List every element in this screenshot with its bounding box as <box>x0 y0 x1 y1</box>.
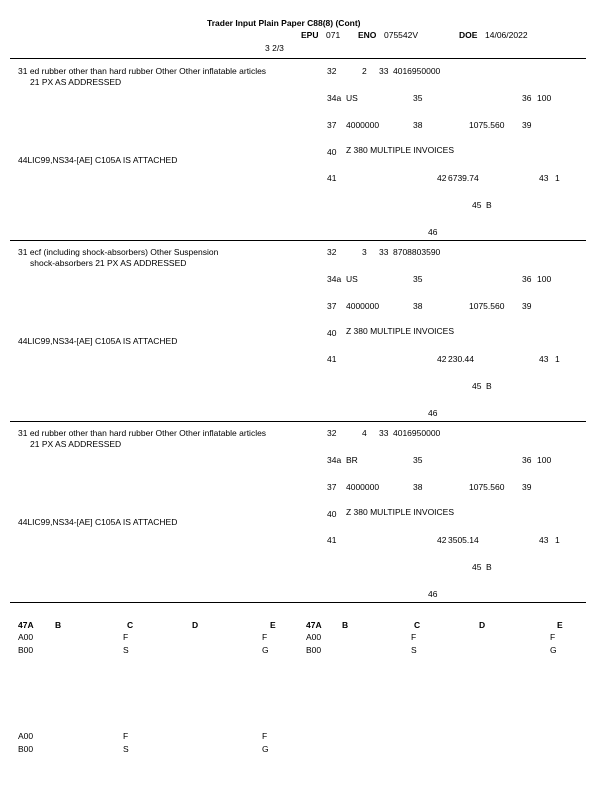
box-33-label: 33 <box>379 247 389 257</box>
box-36-label: 36 <box>522 455 532 465</box>
box-38-label: 38 <box>413 301 423 311</box>
box-38-label: 38 <box>413 482 423 492</box>
box-37-label: 37 <box>327 120 337 130</box>
tax-base-code: S <box>123 645 129 655</box>
previous-document: Z 380 MULTIPLE INVOICES <box>346 145 455 155</box>
box-40-label: 40 <box>327 509 337 519</box>
box-42-label: 42 <box>437 535 447 545</box>
valuation-method: 1 <box>555 354 560 364</box>
box-39-label: 39 <box>522 120 532 130</box>
valuation-method: 1 <box>555 173 560 183</box>
adjustment-code: B <box>486 200 492 210</box>
doe-label: DOE <box>459 30 478 40</box>
tax-base-code: S <box>123 744 129 754</box>
item-description-cont: 21 PX AS ADDRESSED <box>30 77 122 87</box>
box-45-label: 45 <box>472 200 482 210</box>
item-price: 3505.14 <box>448 535 479 545</box>
tax-mop-code: G <box>550 645 557 655</box>
tax-base-code: F <box>123 632 129 642</box>
preference-code: 100 <box>537 93 552 103</box>
tax-header-b: B <box>55 620 62 630</box>
tax-base-code: S <box>411 645 417 655</box>
box-43-label: 43 <box>539 354 549 364</box>
item-number: 2 <box>362 66 367 76</box>
eno-label: ENO <box>358 30 377 40</box>
box-46-label: 46 <box>428 227 438 237</box>
box-39-label: 39 <box>522 482 532 492</box>
item-description-cont: shock-absorbers 21 PX AS ADDRESSED <box>30 258 187 268</box>
epu-label: EPU <box>301 30 319 40</box>
origin-country: BR <box>346 455 358 465</box>
origin-country: US <box>346 93 358 103</box>
previous-document: Z 380 MULTIPLE INVOICES <box>346 326 455 336</box>
box-41-label: 41 <box>327 354 337 364</box>
box-40-label: 40 <box>327 328 337 338</box>
box-43-label: 43 <box>539 535 549 545</box>
tax-header-c: C <box>127 620 134 630</box>
box-45-label: 45 <box>472 562 482 572</box>
item-divider <box>10 421 586 422</box>
box-35-label: 35 <box>413 274 423 284</box>
item-description: 31 ed rubber other than hard rubber Other Other inflatable articles <box>18 66 267 76</box>
cpc-code: 4000000 <box>346 482 380 492</box>
tax-header-d: D <box>479 620 486 630</box>
box-46-label: 46 <box>428 589 438 599</box>
net-mass: 1075.560 <box>469 301 505 311</box>
tax-header-d: D <box>192 620 199 630</box>
box-44-additional-info: 44LIC99,NS34-[AE] C105A IS ATTACHED <box>18 155 178 165</box>
eno-value: 075542V <box>384 30 419 40</box>
tax-base-code: F <box>123 731 129 741</box>
box-37-label: 37 <box>327 482 337 492</box>
page-title: Trader Input Plain Paper C88(8) (Cont) <box>207 18 361 28</box>
box-32-label: 32 <box>327 247 337 257</box>
tax-type-code: A00 <box>306 632 322 642</box>
box-36-label: 36 <box>522 93 532 103</box>
epu-value: 071 <box>326 30 341 40</box>
tax-header-e: E <box>270 620 276 630</box>
box-32-label: 32 <box>327 66 337 76</box>
tax-mop-code: F <box>262 632 268 642</box>
item-price: 6739.74 <box>448 173 479 183</box>
preference-code: 100 <box>537 455 552 465</box>
box-35-label: 35 <box>413 455 423 465</box>
box-44-additional-info: 44LIC99,NS34-[AE] C105A IS ATTACHED <box>18 336 178 346</box>
header-divider <box>10 58 586 59</box>
box-34a-label: 34a <box>327 93 342 103</box>
commodity-code: 4016950000 <box>393 66 441 76</box>
adjustment-code: B <box>486 562 492 572</box>
box-35-label: 35 <box>413 93 423 103</box>
box-42-label: 42 <box>437 173 447 183</box>
box-38-label: 38 <box>413 120 423 130</box>
tax-header-47a: 47A <box>306 620 322 630</box>
tax-type-code: A00 <box>18 731 34 741</box>
box-33-label: 33 <box>379 66 389 76</box>
box-34a-label: 34a <box>327 455 342 465</box>
box-36-label: 36 <box>522 274 532 284</box>
item-description-cont: 21 PX AS ADDRESSED <box>30 439 122 449</box>
tax-header-c: C <box>414 620 421 630</box>
origin-country: US <box>346 274 358 284</box>
tax-type-code: B00 <box>18 645 34 655</box>
tax-mop-code: G <box>262 744 269 754</box>
commodity-code: 4016950000 <box>393 428 441 438</box>
tax-header-b: B <box>342 620 349 630</box>
preference-code: 100 <box>537 274 552 284</box>
page-number: 3 2/3 <box>265 43 284 53</box>
box-42-label: 42 <box>437 354 447 364</box>
item-description: 31 ed rubber other than hard rubber Other Other inflatable articles <box>18 428 267 438</box>
valuation-method: 1 <box>555 535 560 545</box>
commodity-code: 8708803590 <box>393 247 441 257</box>
box-32-label: 32 <box>327 428 337 438</box>
item-divider <box>10 240 586 241</box>
tax-type-code: A00 <box>18 632 34 642</box>
item-description: 31 ecf (including shock-absorbers) Other Suspension <box>18 247 219 257</box>
box-45-label: 45 <box>472 381 482 391</box>
cpc-code: 4000000 <box>346 120 380 130</box>
item-price: 230.44 <box>448 354 474 364</box>
tax-type-code: B00 <box>18 744 34 754</box>
tax-divider <box>10 602 586 603</box>
item-number: 3 <box>362 247 367 257</box>
previous-document: Z 380 MULTIPLE INVOICES <box>346 507 455 517</box>
tax-base-code: F <box>411 632 417 642</box>
adjustment-code: B <box>486 381 492 391</box>
box-37-label: 37 <box>327 301 337 311</box>
box-40-label: 40 <box>327 147 337 157</box>
box-39-label: 39 <box>522 301 532 311</box>
box-41-label: 41 <box>327 535 337 545</box>
box-34a-label: 34a <box>327 274 342 284</box>
doe-value: 14/06/2022 <box>485 30 528 40</box>
net-mass: 1075.560 <box>469 482 505 492</box>
item-number: 4 <box>362 428 367 438</box>
box-33-label: 33 <box>379 428 389 438</box>
cpc-code: 4000000 <box>346 301 380 311</box>
net-mass: 1075.560 <box>469 120 505 130</box>
tax-mop-code: F <box>262 731 268 741</box>
tax-header-e: E <box>557 620 563 630</box>
box-41-label: 41 <box>327 173 337 183</box>
box-46-label: 46 <box>428 408 438 418</box>
tax-mop-code: F <box>550 632 556 642</box>
box-44-additional-info: 44LIC99,NS34-[AE] C105A IS ATTACHED <box>18 517 178 527</box>
tax-header-47a: 47A <box>18 620 34 630</box>
tax-mop-code: G <box>262 645 269 655</box>
tax-type-code: B00 <box>306 645 322 655</box>
box-43-label: 43 <box>539 173 549 183</box>
